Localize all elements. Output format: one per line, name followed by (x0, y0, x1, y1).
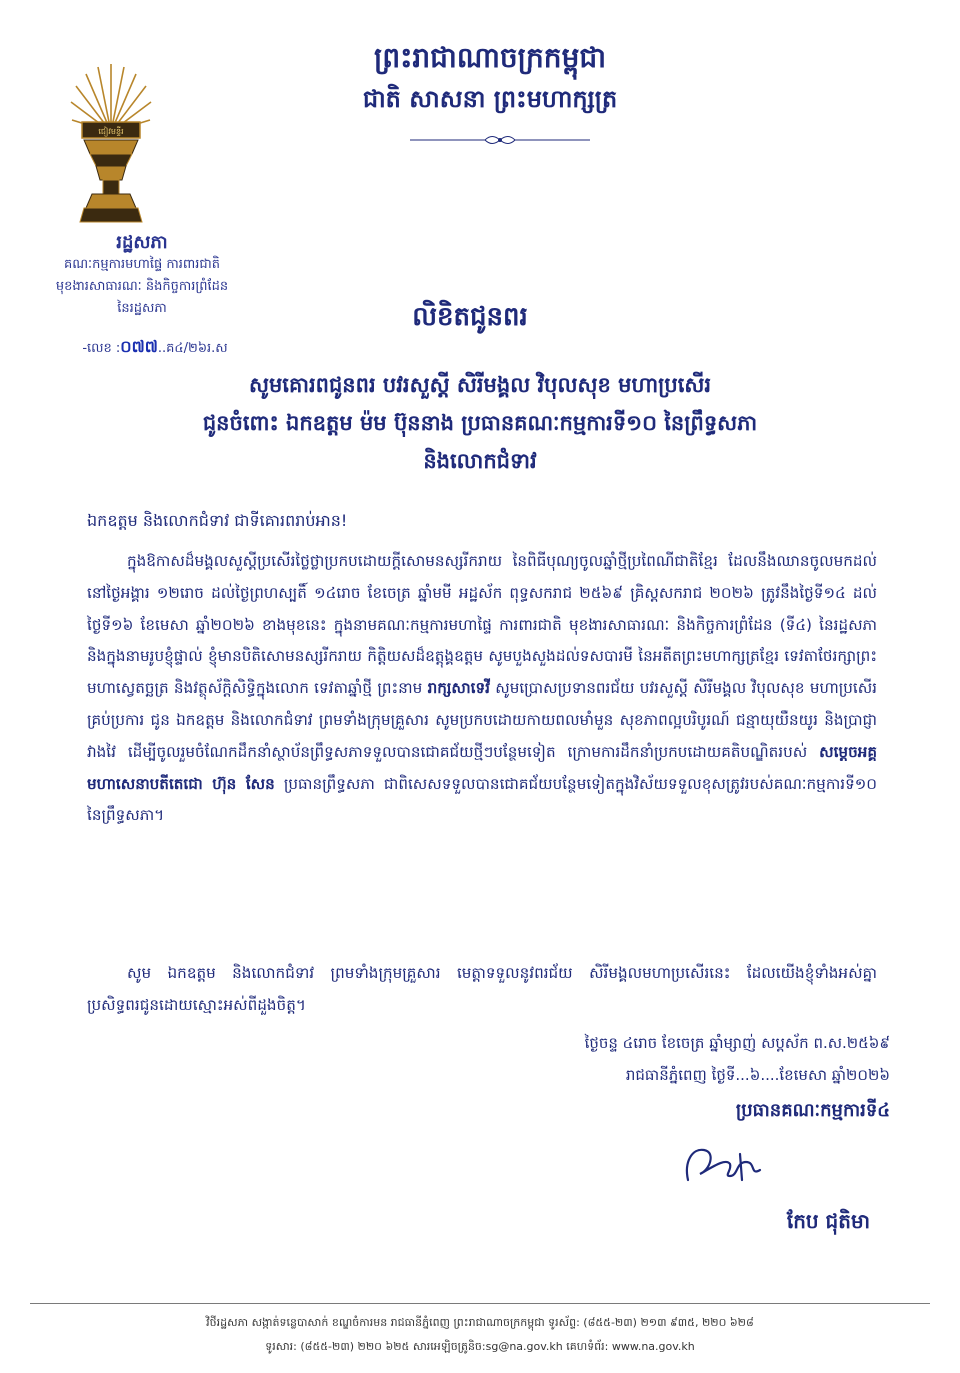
committee-line-3: នៃរដ្ឋសភា (117, 301, 167, 316)
ornament-divider (400, 130, 600, 150)
solar-date-day: ៦ (749, 1066, 761, 1084)
national-motto: ជាតិ សាសនា ព្រះមហាក្សត្រ (362, 85, 618, 113)
body-p1-part3: ប្រធានព្រឹទ្ធសភា ជាពិសេសទទួលបានជោគជ័យបន្ថែមទៀតក្នុងវិស័យទទួលខុសត្រូវរបស់គណៈកម្មការទី១០ នៃព្រឹទ្ធសភា។ (87, 774, 877, 825)
organization-block (22, 232, 262, 320)
kingdom-title: ព្រះរាជាណាចក្រកម្ពុជា (373, 41, 606, 74)
heading-line-2: ជូនចំពោះ ឯកឧត្តម ម៉ម ប៊ុននាង ប្រធានគណៈកម្មការទី១០ នៃព្រឹទ្ធសភា (202, 411, 758, 435)
letter-number-prefix: -លេខ : (82, 341, 121, 356)
letter-heading (90, 366, 870, 480)
footer-address: វិថីរដ្ឋសភា សង្កាត់ទន្លេបាសាក់ ខណ្ឌចំការមន រាជធានីភ្នំពេញ ព្រះរាជាណាចក្រកម្ពុជា ទូរស័ព្ទ: (៨៥៥-២៣) ២១៣ ៩៣៥, ២២០ ៦២៨ (206, 1316, 754, 1329)
org-name: រដ្ឋសភា (116, 232, 168, 253)
body-p1-part2: សូមប្រោសប្រទានពរជ័យ បវរសួស្តី សិរីមង្គល វិបុលសុខ មហាប្រសើរគ្រប់ប្រការ ជូន ឯកឧត្តម និងលោកជំទាវ ព្រមទាំងក្រុមគ្រួសារ សូមប្រកបដោយកាយពលមាំមួន សុខភាពល្អបរិបូរណ៍ ជន្មាយុយឺនយូរ និងប្រាជ្ញាវាងវៃ ដើម្បីចូលរួមចំណែកដឹកនាំស្ថាប័នព្រឹទ្ធសភាទទួលបានជោគជ័យថ្មីៗបន្ថែមទៀត ក្រោមការដឹកនាំប្រកបដោយគតិបណ្ឌិតរបស់ (87, 679, 878, 761)
body-p1-part1: ក្នុងឱកាសដ៏មង្គលសួស្តីប្រសើរថ្លៃថ្លាប្រកបដោយក្តីសោមនស្សរីករាយ នៃពិធីបុណ្យចូលឆ្នាំថ្មីប្រពៃណីជាតិខ្មែរ ដែលនឹងឈានចូលមកដល់នៅថ្ងៃអង្គារ ១២រោច ដល់ថ្ងៃព្រហស្បតិ៍ ១៤រោច ខែចេត្រ ឆ្នាំមមី អដ្ឋស័ក ពុទ្ធសករាជ ២៥៦៩ គ្រិស្តសករាជ ២០២៦ ត្រូវនឹងថ្ងៃទី១៤ ដល់ថ្ងៃទី១៦ ខែមេសា ឆ្នាំ២០២៦ ខាងមុខនេះ ក្នុងនាមគណៈកម្មការមហាផ្ទៃ ការពារជាតិ មុខងារសាធារណៈ និងកិច្ចការព្រំដែន (ទី៤) នៃរដ្ឋសភា និងក្នុងនាមរូបខ្ញុំផ្ទាល់ ខ្ញុំមានបិតិសោមនស្សរីករាយ កិត្តិយសដ៏ឧត្តុង្គឧត្តម សូមបួងសួងដល់ទសបារមី នៃអតីតព្រះមហាក្សត្រខ្មែរ ទេវតាថែរក្សាព្រះមហាស្វេតច្ឆត្រ និងវត្ថុស័ក្តិសិទ្ធិក្នុងលោក ទេវតាឆ្នាំថ្មី ព្រះនាម (87, 552, 877, 698)
leader-name: សម្តេចអគ្គមហាសេនាបតីតេជោ ហ៊ុន សែន (87, 742, 877, 793)
committee-line-1: គណៈកម្មការមហាផ្ទៃ ការពារជាតិ (64, 257, 220, 272)
committee-line-2: មុខងារសាធារណៈ និងកិច្ចការព្រំដែន (55, 279, 229, 294)
solar-date-suffix: ....ខែមេសា ឆ្នាំ២០២៦ (760, 1066, 890, 1084)
handwritten-signature (670, 1140, 780, 1190)
letter-number-value: ០៧៧ (120, 337, 158, 356)
body-p2: សូម ឯកឧត្តម និងលោកជំទាវ ព្រមទាំងក្រុមគ្រួសារ មេត្តាទទួលនូវពរជ័យ សិរីមង្គលមហាប្រសើរនេះ ដែលយើងខ្ញុំទាំងអស់គ្នា ប្រសិទ្ធពរជូនដោយស្មោះអស់ពីដួងចិត្ត។ (87, 964, 877, 1014)
solar-date-prefix: រាជធានីភ្នំពេញ ថ្ងៃទី... (625, 1066, 750, 1084)
national-assembly-emblem (70, 62, 152, 226)
body-paragraph-2 (87, 958, 877, 1022)
document-type: លិខិតជូនពរ (412, 302, 528, 332)
emblem-text: ជៀវមន្ទីរ (98, 127, 124, 136)
signer-name: កែប ជុតិមា (786, 1209, 870, 1233)
salutation: ឯកឧត្តម និងលោកជំទាវ ជាទីគោរពរាប់អាន! (87, 511, 348, 530)
letter-number (50, 336, 260, 360)
signatory-title: ប្រធានគណៈកម្មការទី៤ (735, 1100, 890, 1121)
lunar-date: ថ្ងៃចន្ទ ៤រោច ខែចេត្រ ឆ្នាំម្សាញ់ សប្តស័ក ព.ស.២៥៦៩ (584, 1034, 890, 1052)
heading-line-1: សូមគោរពជូនពរ បវរសួស្តី សិរីមង្គល វិបុលសុខ មហាប្រសើរ (248, 373, 712, 397)
footer-contact: ទូរសារ: (៨៥៥-២៣) ២២០ ៦២៥ សារអេឡិចត្រូនិច:sg@na.gov.kh គេហទំព័រ: www.na.gov.kh (265, 1340, 695, 1353)
footer-divider (30, 1303, 930, 1304)
heading-line-3: និងលោកជំទាវ (423, 449, 537, 473)
deity-name: រាក្សសាទេវី (427, 679, 490, 698)
letter-number-suffix: ..គ៤/២៦រ.ស (157, 341, 228, 356)
body-paragraph-1 (87, 546, 877, 832)
solar-date (420, 1066, 890, 1088)
